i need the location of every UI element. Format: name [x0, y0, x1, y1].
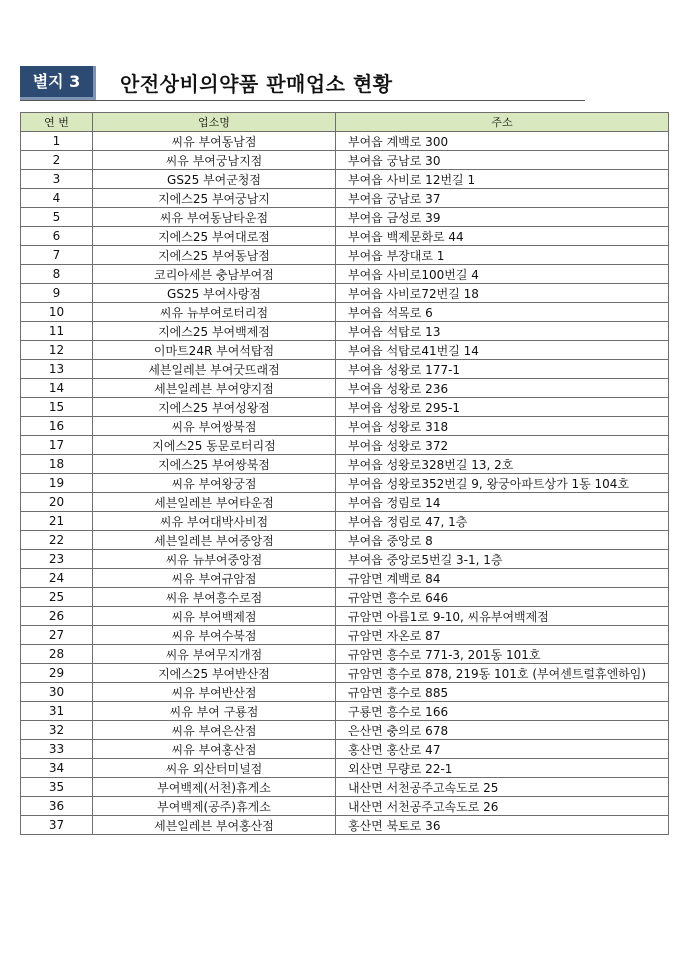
store-name: 이마트24R 부여석탑점: [93, 341, 336, 360]
store-address: 구룡면 흥수로 166: [336, 702, 669, 721]
store-name: 씨유 부여홍산점: [93, 740, 336, 759]
row-number: 27: [21, 626, 93, 645]
table-row: [21, 132, 669, 151]
store-address: 규암면 흥수로 885: [336, 683, 669, 702]
store-address: 홍산면 북토로 36: [336, 816, 669, 835]
row-number: 23: [21, 550, 93, 569]
store-name: 부여백제(서천)휴게소: [93, 778, 336, 797]
table-row: [21, 778, 669, 797]
store-address: 규암면 자온로 87: [336, 626, 669, 645]
table-row: [21, 322, 669, 341]
row-number: 32: [21, 721, 93, 740]
store-address: 규암면 흥수로 771-3, 201동 101호: [336, 645, 669, 664]
store-name: 지에스25 부여백제점: [93, 322, 336, 341]
store-address: 은산면 충의로 678: [336, 721, 669, 740]
table-row: [21, 360, 669, 379]
store-name: 지에스25 부여대로점: [93, 227, 336, 246]
row-number: 37: [21, 816, 93, 835]
table-row: [21, 379, 669, 398]
table-row: [21, 759, 669, 778]
store-address: 내산면 서천공주고속도로 25: [336, 778, 669, 797]
row-number: 13: [21, 360, 93, 379]
store-address: 부여읍 궁남로 30: [336, 151, 669, 170]
store-address: 부여읍 성왕로328번길 13, 2호: [336, 455, 669, 474]
store-address: 부여읍 사비로72번길 18: [336, 284, 669, 303]
table-row: [21, 417, 669, 436]
store-name: 씨유 뉴부여로터리점: [93, 303, 336, 322]
table-row: [21, 303, 669, 322]
table-row: [21, 664, 669, 683]
row-number: 12: [21, 341, 93, 360]
table-row: [21, 474, 669, 493]
document-header: [20, 66, 585, 102]
table-row: [21, 493, 669, 512]
store-name: 씨유 부여무지개점: [93, 645, 336, 664]
table-row: [21, 721, 669, 740]
store-name: 지에스25 부여반산점: [93, 664, 336, 683]
store-address: 부여읍 성왕로 318: [336, 417, 669, 436]
row-number: 26: [21, 607, 93, 626]
table-row: [21, 398, 669, 417]
store-name: 씨유 부여흥수로점: [93, 588, 336, 607]
column-header-store-name: 업소명: [93, 113, 336, 132]
store-address: 부여읍 성왕로 177-1: [336, 360, 669, 379]
store-address: 부여읍 궁남로 37: [336, 189, 669, 208]
row-number: 22: [21, 531, 93, 550]
store-address: 규암면 흥수로 646: [336, 588, 669, 607]
table-body: [21, 132, 669, 835]
store-address: 부여읍 사비로 12번길 1: [336, 170, 669, 189]
table-row: [21, 189, 669, 208]
store-address: 부여읍 중앙로 8: [336, 531, 669, 550]
row-number: 5: [21, 208, 93, 227]
store-name: 세븐일레븐 부여굿뜨래점: [93, 360, 336, 379]
store-address: 부여읍 석탑로41번길 14: [336, 341, 669, 360]
table-row: [21, 208, 669, 227]
store-name: 세븐일레븐 부여양지점: [93, 379, 336, 398]
table-row: [21, 246, 669, 265]
store-address: 부여읍 석탑로 13: [336, 322, 669, 341]
table-row: [21, 607, 669, 626]
row-number: 28: [21, 645, 93, 664]
row-number: 21: [21, 512, 93, 531]
table-row: [21, 626, 669, 645]
store-address: 부여읍 석목로 6: [336, 303, 669, 322]
store-address: 규암면 계백로 84: [336, 569, 669, 588]
row-number: 31: [21, 702, 93, 721]
store-name: 씨유 부여대박사비점: [93, 512, 336, 531]
column-header-address: 주소: [336, 113, 669, 132]
store-name: 씨유 부여 구룡점: [93, 702, 336, 721]
store-name: 세븐일레븐 부여타운점: [93, 493, 336, 512]
row-number: 19: [21, 474, 93, 493]
store-address: 부여읍 부장대로 1: [336, 246, 669, 265]
store-name: 씨유 부여왕궁점: [93, 474, 336, 493]
store-address: 부여읍 중앙로5번길 3-1, 1층: [336, 550, 669, 569]
table-row: [21, 227, 669, 246]
table-row: [21, 816, 669, 835]
table-row: [21, 341, 669, 360]
table-row: [21, 740, 669, 759]
table-header-row: [21, 113, 669, 132]
row-number: 1: [21, 132, 93, 151]
store-address: 규암면 아름1로 9-10, 씨유부여백제점: [336, 607, 669, 626]
store-name: 씨유 부여궁남지점: [93, 151, 336, 170]
row-number: 8: [21, 265, 93, 284]
row-number: 24: [21, 569, 93, 588]
table-row: [21, 512, 669, 531]
title-underline: [20, 100, 585, 101]
row-number: 7: [21, 246, 93, 265]
row-number: 34: [21, 759, 93, 778]
store-address: 부여읍 성왕로 236: [336, 379, 669, 398]
store-name: 씨유 외산터미널점: [93, 759, 336, 778]
store-address: 규암면 흥수로 878, 219동 101호 (부여센트럴휴엔하임): [336, 664, 669, 683]
row-number: 18: [21, 455, 93, 474]
store-name: 지에스25 동문로터리점: [93, 436, 336, 455]
store-name: 세븐일레븐 부여중앙점: [93, 531, 336, 550]
store-name: 씨유 부여백제점: [93, 607, 336, 626]
table-row: [21, 645, 669, 664]
table-row: [21, 170, 669, 189]
row-number: 11: [21, 322, 93, 341]
row-number: 2: [21, 151, 93, 170]
table-row: [21, 284, 669, 303]
store-name: 지에스25 부여성왕점: [93, 398, 336, 417]
store-address: 부여읍 사비로100번길 4: [336, 265, 669, 284]
table-row: [21, 151, 669, 170]
store-name: 씨유 부여은산점: [93, 721, 336, 740]
row-number: 9: [21, 284, 93, 303]
store-address: 부여읍 계백로 300: [336, 132, 669, 151]
store-name: 씨유 부여동남타운점: [93, 208, 336, 227]
row-number: 4: [21, 189, 93, 208]
table-row: [21, 436, 669, 455]
appendix-badge: 별지 3: [20, 66, 96, 100]
store-name: 지에스25 부여동남점: [93, 246, 336, 265]
table-row: [21, 265, 669, 284]
row-number: 29: [21, 664, 93, 683]
row-number: 25: [21, 588, 93, 607]
store-name: 코리아세븐 충남부여점: [93, 265, 336, 284]
store-name: 씨유 부여반산점: [93, 683, 336, 702]
row-number: 3: [21, 170, 93, 189]
store-name: 씨유 부여수북점: [93, 626, 336, 645]
store-name: 세븐일레븐 부여홍산점: [93, 816, 336, 835]
row-number: 14: [21, 379, 93, 398]
store-address: 외산면 무량로 22-1: [336, 759, 669, 778]
table-row: [21, 588, 669, 607]
store-name: 씨유 부여규암점: [93, 569, 336, 588]
table-row: [21, 550, 669, 569]
row-number: 30: [21, 683, 93, 702]
row-number: 20: [21, 493, 93, 512]
store-address: 부여읍 성왕로352번길 9, 왕궁아파트상가 1동 104호: [336, 474, 669, 493]
row-number: 36: [21, 797, 93, 816]
store-name: 씨유 부여동남점: [93, 132, 336, 151]
row-number: 10: [21, 303, 93, 322]
table-row: [21, 683, 669, 702]
store-address: 부여읍 금성로 39: [336, 208, 669, 227]
store-name: GS25 부여사랑점: [93, 284, 336, 303]
row-number: 33: [21, 740, 93, 759]
store-name: GS25 부여군청점: [93, 170, 336, 189]
store-name: 부여백제(공주)휴게소: [93, 797, 336, 816]
table-row: [21, 702, 669, 721]
store-address: 내산면 서천공주고속도로 26: [336, 797, 669, 816]
row-number: 16: [21, 417, 93, 436]
table-row: [21, 569, 669, 588]
table-row: [21, 531, 669, 550]
table-row: [21, 455, 669, 474]
store-address: 부여읍 정림로 47, 1층: [336, 512, 669, 531]
store-name: 씨유 부여쌍북점: [93, 417, 336, 436]
store-address: 부여읍 성왕로 295-1: [336, 398, 669, 417]
store-address: 홍산면 홍산로 47: [336, 740, 669, 759]
row-number: 15: [21, 398, 93, 417]
store-name: 지에스25 부여궁남지: [93, 189, 336, 208]
store-name: 씨유 뉴부여중앙점: [93, 550, 336, 569]
row-number: 35: [21, 778, 93, 797]
table-row: [21, 797, 669, 816]
store-name: 지에스25 부여쌍북점: [93, 455, 336, 474]
store-address: 부여읍 백제문화로 44: [336, 227, 669, 246]
store-list-table: [20, 112, 669, 835]
store-address: 부여읍 정림로 14: [336, 493, 669, 512]
document-title: 안전상비의약품 판매업소 현황: [120, 72, 393, 96]
store-address: 부여읍 성왕로 372: [336, 436, 669, 455]
row-number: 17: [21, 436, 93, 455]
column-header-number: 연 번: [21, 113, 93, 132]
row-number: 6: [21, 227, 93, 246]
